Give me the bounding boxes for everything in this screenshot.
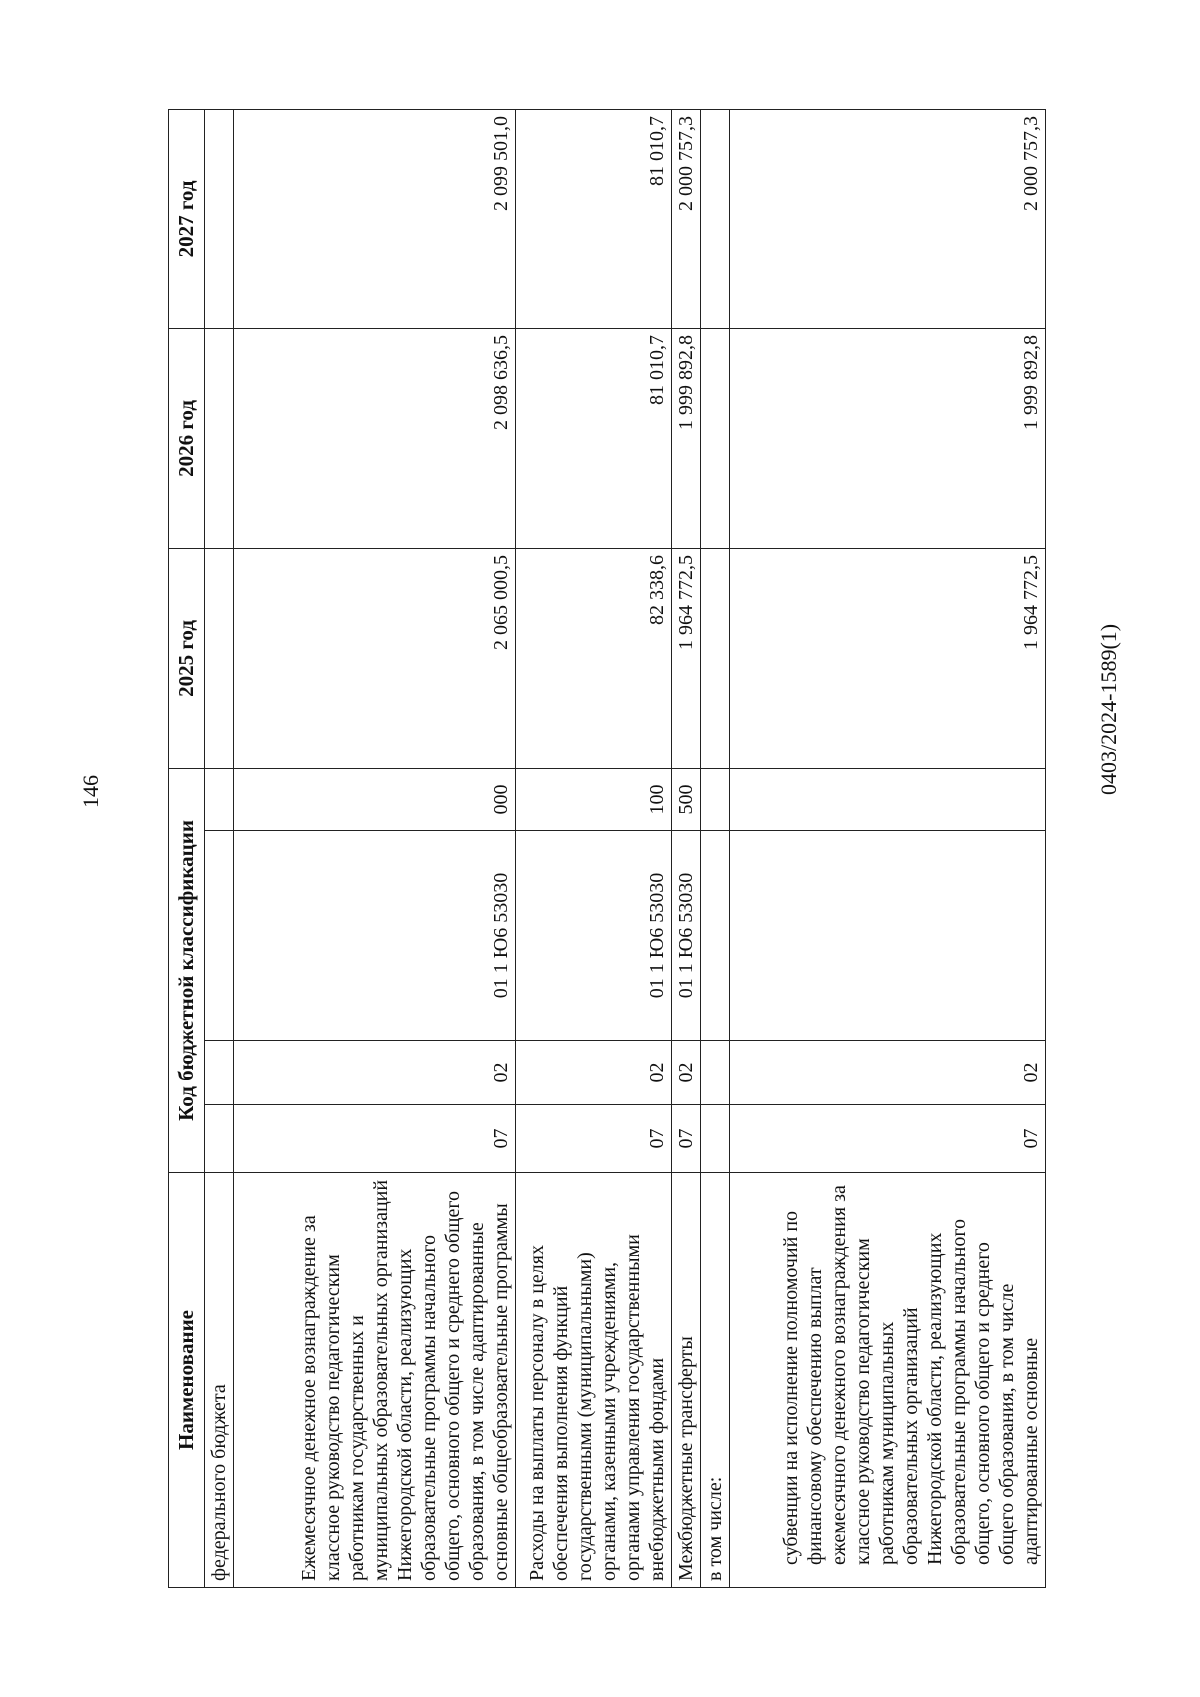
table-header-row (169, 109, 205, 1587)
header-name: Наименование (169, 1173, 205, 1588)
row-code-subsection: 02 (234, 1041, 516, 1105)
row-code-subsection (205, 1041, 234, 1105)
row-code-target (205, 831, 234, 1041)
table-row (672, 109, 701, 1587)
row-name: Расходы на выплаты персоналу в целях обеспечения выполнения функций государственными (муниципальными) органами, казенными учреждениями, органами управления государственными внебюджетными фондами (516, 1173, 672, 1588)
row-code-expense-type (205, 768, 234, 830)
table-row (701, 109, 730, 1587)
row-code-section (701, 1105, 730, 1173)
row-code-target (701, 831, 730, 1041)
row-code-target: 01 1 Ю6 53030 (516, 831, 672, 1041)
row-value-2026: 1 999 892,8 (730, 328, 1046, 548)
header-code: Код бюджетной классификации (169, 768, 205, 1172)
row-code-expense-type: 500 (672, 768, 701, 830)
page-number: 146 (78, 775, 103, 808)
table-row (516, 109, 672, 1587)
row-value-2027 (205, 109, 234, 328)
row-value-2027: 2 099 501,0 (234, 109, 516, 328)
row-value-2025: 1 964 772,5 (730, 548, 1046, 768)
row-code-subsection: 02 (516, 1041, 672, 1105)
budget-table-container (168, 110, 1046, 1588)
header-2027: 2027 год (169, 109, 205, 328)
row-code-target: 01 1 Ю6 53030 (672, 831, 701, 1041)
row-code-target (730, 831, 1046, 1041)
row-code-section (205, 1105, 234, 1173)
row-code-subsection: 02 (730, 1041, 1046, 1105)
row-value-2026: 1 999 892,8 (672, 328, 701, 548)
row-code-section: 07 (516, 1105, 672, 1173)
table-row (234, 109, 516, 1587)
row-value-2025: 2 065 000,5 (234, 548, 516, 768)
row-value-2025: 82 338,6 (516, 548, 672, 768)
row-value-2026: 81 010,7 (516, 328, 672, 548)
row-name: в том числе: (701, 1173, 730, 1588)
row-code-expense-type: 100 (516, 768, 672, 830)
row-value-2025 (701, 548, 730, 768)
table-row (730, 109, 1046, 1587)
row-code-section: 07 (672, 1105, 701, 1173)
row-code-expense-type (730, 768, 1046, 830)
document-code: 0403/2024-1589(1) (1096, 623, 1121, 795)
row-name: субвенции на исполнение полномочий по финансовому обеспечению выплат ежемесячного денежного вознаграждения за классное руководство педагогическим работникам муниципальных образовательных организаций Нижегородской области, реализующих образовательные программы начального общего, основного общего и среднего общего образования, в том числе адаптированные основные (730, 1173, 1046, 1588)
row-code-expense-type (701, 768, 730, 830)
table-row (205, 109, 234, 1587)
row-code-expense-type: 000 (234, 768, 516, 830)
header-2026: 2026 год (169, 328, 205, 548)
row-code-section: 07 (730, 1105, 1046, 1173)
row-value-2027 (701, 109, 730, 328)
row-code-target: 01 1 Ю6 53030 (234, 831, 516, 1041)
row-value-2025 (205, 548, 234, 768)
row-value-2026 (701, 328, 730, 548)
budget-table (168, 109, 1046, 1588)
row-value-2027: 81 010,7 (516, 109, 672, 328)
row-code-section: 07 (234, 1105, 516, 1173)
row-value-2027: 2 000 757,3 (730, 109, 1046, 328)
row-value-2025: 1 964 772,5 (672, 548, 701, 768)
row-name: Межбюджетные трансферты (672, 1173, 701, 1588)
row-code-subsection (701, 1041, 730, 1105)
row-value-2026 (205, 328, 234, 548)
row-name: федерального бюджета (205, 1173, 234, 1588)
row-value-2026: 2 098 636,5 (234, 328, 516, 548)
row-code-subsection: 02 (672, 1041, 701, 1105)
row-value-2027: 2 000 757,3 (672, 109, 701, 328)
row-name: Ежемесячное денежное вознаграждение за классное руководство педагогическим работникам государственных и муниципальных образовательных организаций Нижегородской области, реализующих образовательные программы начального общего, основного общего и среднего общего образования, в том числе адаптированные основные общеобразовательные программы (234, 1173, 516, 1588)
header-2025: 2025 год (169, 548, 205, 768)
